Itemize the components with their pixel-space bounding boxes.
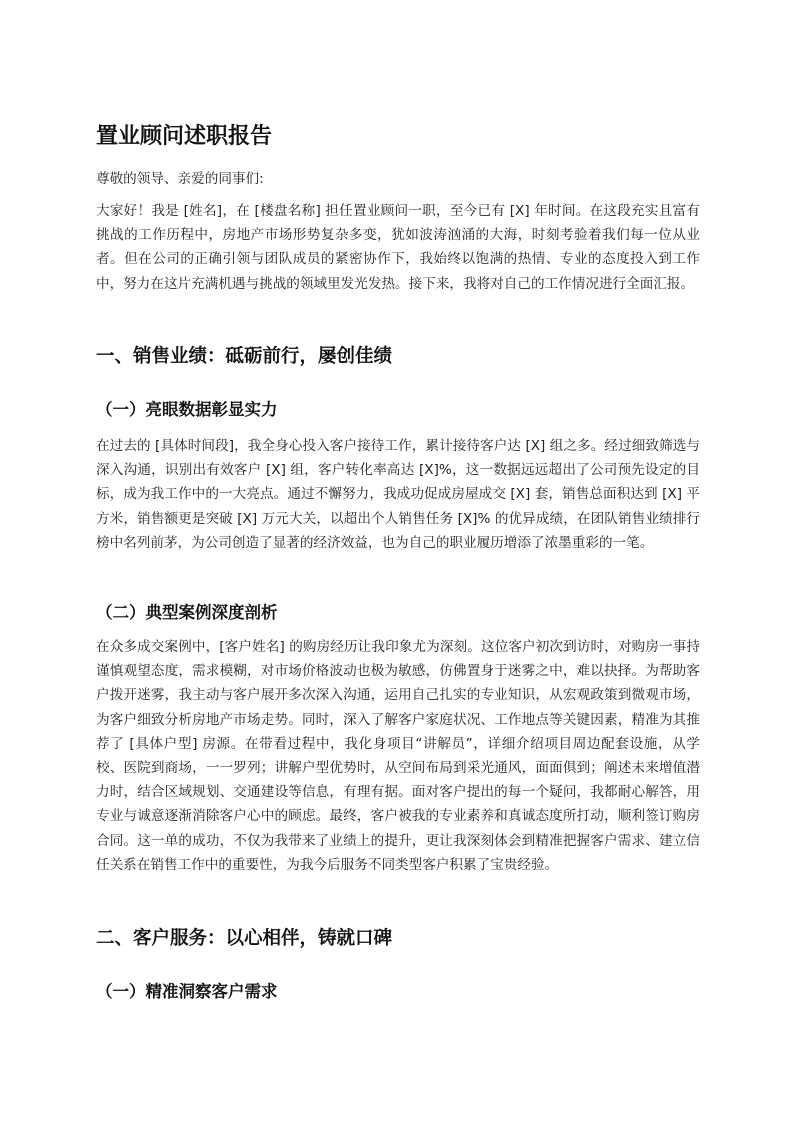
document-title: 置业顾问述职报告 <box>96 124 273 149</box>
section1-sub1-heading: （一）亮眼数据彰显实力 <box>96 400 278 419</box>
greeting-paragraph: 尊敬的领导、亲爱的同事们: <box>96 171 264 187</box>
section2-sub1-heading: （一）精准洞察客户需求 <box>96 982 278 1001</box>
section1-sub2-heading: （二）典型案例深度剖析 <box>96 603 278 622</box>
section1-sub2-paragraph: 在众多成交案例中，[客户姓名] 的购房经历让我印象尤为深刻。这位客户初次到访时，对购房一事持谨慎观望态度，需求模糊，对市场价格波动也极为敏感，仿佛置身于迷雾之中，难以抉择。为帮助客户拨开迷雾，我主动与客户展开多次深入沟通，运用自己扎实的专业知识，从宏观政策到微观市场，为客户细致分析房地产市场走势。同时，深入了解客户家庭状况、工作地点等关键因素，精准为其推荐了 [具体户型] 房源。在带看过程中，我化身项目“讲解员”，详细介绍项目周边配套设施，从学校、医院到商场，一一罗列；讲解户型优势时，从空间布局到采光通风，面面俱到；阐述未来增值潜力时，结合区域规划、交通建设等信息，有理有据。面对客户提出的每一个疑问，我都耐心解答，用专业与诚意逐渐消除客户心中的顾虑。最终，客户被我的专业素养和真诚态度所打动，顺利签订购房合同。这一单的成功，不仅为我带来了业绩上的提升，更让我深刻体会到精准把握客户需求、建立信任关系在销售工作中的重要性，为我今后服务不同类型客户积累了宝贵经验。 <box>96 639 700 873</box>
section1-sub1-paragraph: 在过去的 [具体时间段]，我全身心投入客户接待工作，累计接待客户达 [X] 组之多。经过细致筛选与深入沟通，识别出有效客户 [X] 组，客户转化率高达 [X]%，这一数据远远超出了公司预先设定的目标，成为我工作中的一大亮点。通过不懈努力，我成功促成房屋成交 [X] 套，销售总面积达到 [X] 平方米，销售额更是突破 [X] 万元大关，以超出个人销售任务 [X]% 的优异成绩，在团队销售业绩排行榜中名列前茅，为公司创造了显著的经济效益，也为自己的职业履历增添了浓墨重彩的一笔。 <box>96 438 700 551</box>
section1-heading: 一、销售业绩：砥砺前行，屡创佳绩 <box>96 346 393 367</box>
intro-paragraph: 大家好！我是 [姓名]，在 [楼盘名称] 担任置业顾问一职，至今已有 [X] 年时间。在这段充实且富有挑战的工作历程中，房地产市场形势复杂多变，犹如波涛汹涌的大海，时刻考验着我们每一位从业者。但在公司的正确引领与团队成员的紧密协作下，我始终以饱满的热情、专业的态度投入到工作中，努力在这片充满机遇与挑战的领域里发光发热。接下来，我将对自己的工作情况进行全面汇报。 <box>96 203 700 292</box>
section2-heading: 二、客户服务：以心相伴，铸就口碑 <box>96 928 393 949</box>
